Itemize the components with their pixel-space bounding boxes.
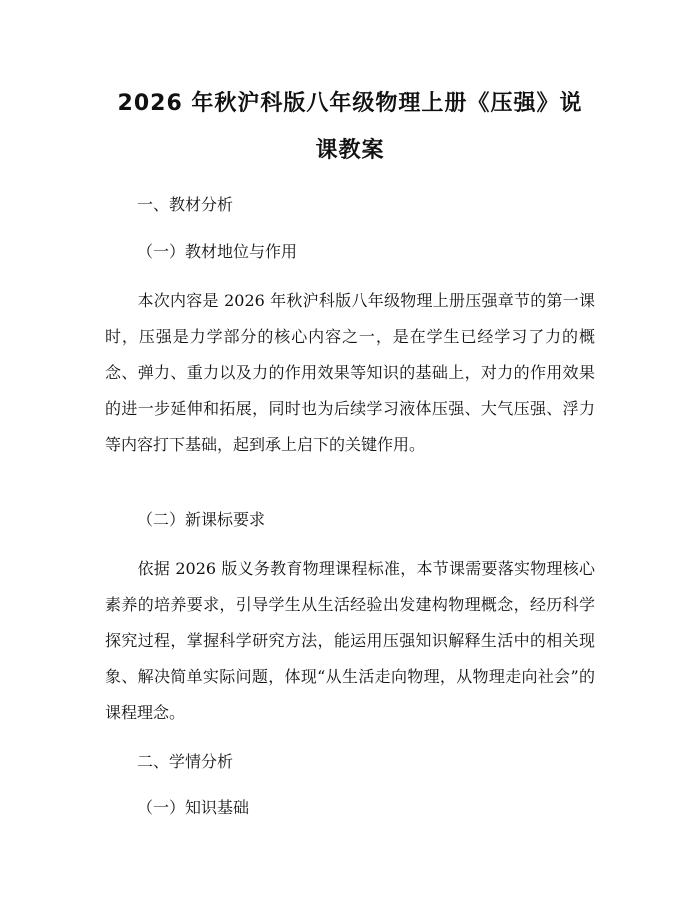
section-heading-learner-analysis: 二、学情分析 <box>137 752 234 771</box>
document-title-line-2: 课教案 <box>315 138 385 163</box>
paragraph-curriculum-requirements: 依据 2026 版义务教育物理课程标准，本节课需要落实物理核心素养的培养要求，引导学生从生活经验出发建构物理概念，经历科学探究过程，掌握科学研究方法，能运用压强知识解释生活中的相关现象、解决简单实际问题，体现“从生活走向物理，从物理走向社会”的课程理念。 <box>105 559 595 722</box>
section-heading-teaching-material-analysis: 一、教材分析 <box>137 195 234 214</box>
subsection-heading-material-status: （一）教材地位与作用 <box>137 242 298 261</box>
document-title-line-1: 2026 年秋沪科版八年级物理上册《压强》说 <box>117 91 583 116</box>
paragraph-material-status: 本次内容是 2026 年秋沪科版八年级物理上册压强章节的第一课时，压强是力学部分的核心内容之一，是在学生已经学习了力的概念、弹力、重力以及力的作用效果等知识的基础上，对力的作用效果的进一步延伸和拓展，同时也为后续学习液体压强、大气压强、浮力等内容打下基础，起到承上启下的关键作用。 <box>105 291 595 454</box>
subsection-heading-curriculum-requirements: （二）新课标要求 <box>137 510 266 529</box>
subsection-heading-knowledge-basis: （一）知识基础 <box>137 798 250 817</box>
